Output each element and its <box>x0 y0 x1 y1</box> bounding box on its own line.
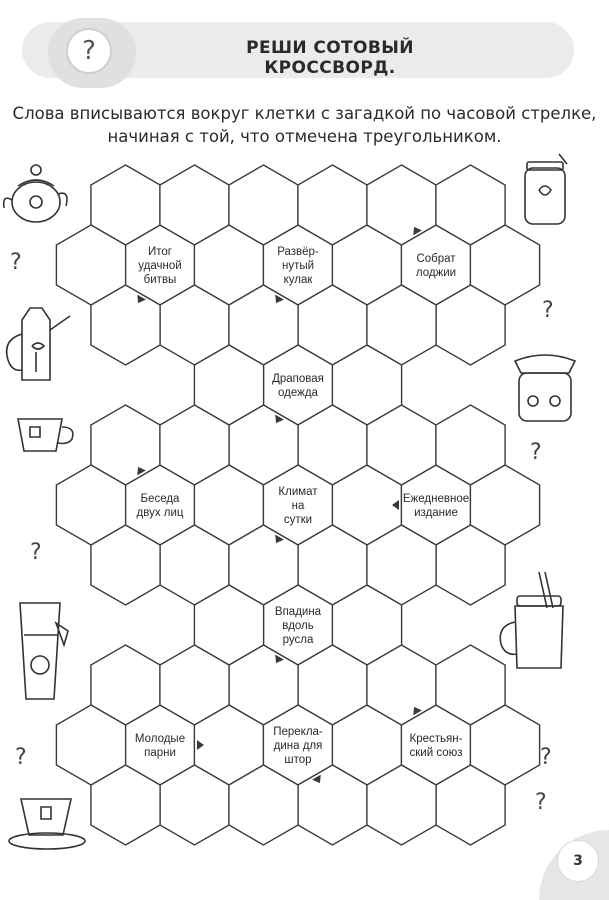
clue-text-line: удачной <box>138 260 182 272</box>
clue-text-line: на <box>291 500 305 512</box>
page-number: 3 <box>557 840 599 882</box>
clue-text-line: кулак <box>283 274 313 286</box>
clue-text-line: сутки <box>283 514 313 526</box>
instruction-line-1: Слова вписываются вокруг клетки с загадкой по часовой стрелке, <box>12 104 597 123</box>
clue-text-line: издание <box>414 507 458 519</box>
clue-text-line: парни <box>144 747 176 759</box>
clue-text-line: лоджии <box>415 267 457 279</box>
pitcher-icon <box>0 300 75 395</box>
glass-icon <box>10 595 75 710</box>
clue-text-line: нутый <box>281 260 315 272</box>
clue-text-line: русла <box>282 634 314 646</box>
instruction-line-2: начиная с той, что отмечена треугольником. <box>107 127 502 146</box>
clue-text-line: Развёр- <box>277 246 319 258</box>
clue-text-line: двух лиц <box>136 507 184 519</box>
teacup-icon <box>10 405 80 465</box>
clue-text-line: Итог <box>148 246 172 258</box>
question-mark-icon: ? <box>10 250 22 275</box>
clue-text-line: Собрат <box>416 253 456 265</box>
clue-text-line: Драповая <box>272 373 324 385</box>
clue-text-line: Ежедневное <box>402 493 470 505</box>
clue-text-line: Климат <box>278 486 318 498</box>
jar-icon <box>515 150 575 230</box>
mason-jar-straw-icon <box>495 568 575 678</box>
question-mark-icon: ? <box>66 28 112 74</box>
clue-text-line: ский союз <box>409 747 463 759</box>
clue-text-line: одежда <box>278 387 318 399</box>
question-mark-icon: ? <box>15 745 27 770</box>
clue-text-line: Впадина <box>274 606 322 618</box>
clue-text-line: Молодые <box>134 733 186 745</box>
clue-text-line: штор <box>284 754 312 766</box>
clue-text-line: Крестьян- <box>409 733 463 745</box>
clue-text-line: Беседа <box>140 493 180 505</box>
jam-jar-icon <box>505 345 585 430</box>
clue-text-line: Перекла- <box>273 726 323 738</box>
clue-text-line: дина для <box>273 740 323 752</box>
page-title: РЕШИ СОТОВЫЙ КРОССВОРД. <box>246 38 414 78</box>
question-mark-icon: ? <box>530 440 542 465</box>
clue-text-line: битвы <box>143 274 177 286</box>
question-mark-icon: ? <box>535 790 547 815</box>
clue-text-line: вдоль <box>282 620 314 632</box>
question-mark-icon: ? <box>30 540 42 565</box>
question-mark-icon: ? <box>542 298 554 323</box>
cup-saucer-icon <box>5 785 95 855</box>
teapot-icon <box>0 150 70 230</box>
question-mark-icon: ? <box>540 745 552 770</box>
